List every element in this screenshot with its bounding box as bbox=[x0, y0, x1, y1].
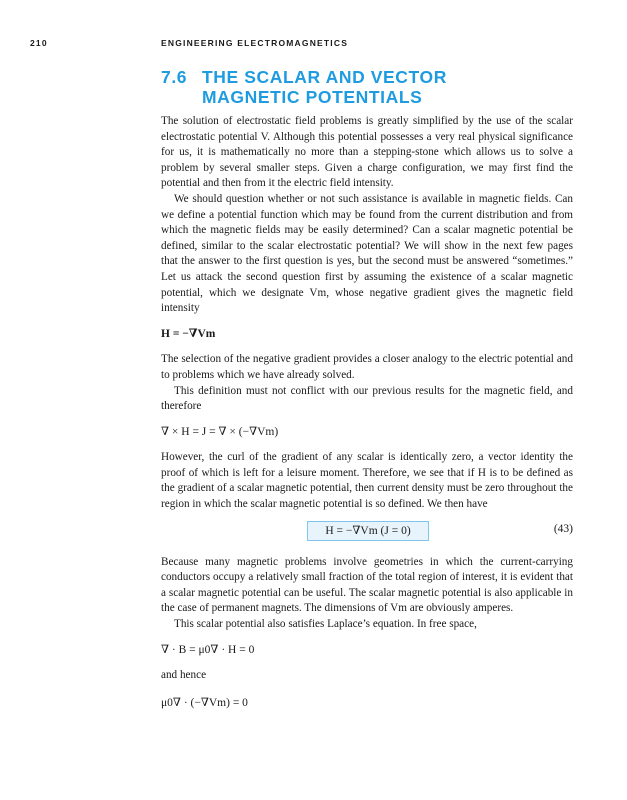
paragraph-1: The solution of electrostatic field problems is greatly simplified by the use of the scalar electrostatic potential V. Although this potential possesses a very real physical significance for us, it is mathematically no more than a stepping-stone which allows us to solve a problem by several smaller steps. Given a charge configuration, we may first find the potential and then from it the electric field intensity. bbox=[161, 115, 573, 190]
equation-43-box: H = −∇Vm (J = 0) bbox=[307, 521, 429, 541]
equation-5: μ0∇ · (−∇Vm) = 0 bbox=[161, 696, 248, 709]
paragraph-5: However, the curl of the gradient of any scalar is identically zero, a vector identity the proof of which is left for a leisure moment. Therefore, we see that if H is to be defined as the gradient of a scalar magnetic potential, then current density must be zero throughout the region in which the scalar magnetic potential is so defined. We then have bbox=[161, 451, 573, 511]
section-number: 7.6 bbox=[161, 67, 188, 87]
paragraph-4: This definition must not conflict with our previous results for the magnetic field, and therefore bbox=[161, 384, 573, 413]
equation-4: ∇ · B = μ0∇ · H = 0 bbox=[161, 643, 255, 656]
section-title-line1: THE SCALAR AND VECTOR bbox=[202, 67, 447, 87]
paragraph-2: We should question whether or not such assistance is available in magnetic fields. Can we define a potential function which may be found from the current distribution and from which the magnetic fields may be easily determined? Can a scalar magnetic potential be defined, similar to the scalar electrostatic potential? We will show in the next few pages that the answer to the first question is yes, but the second must be answered “sometimes.” Let us attack the second question first by assuming the existence of a scalar magnetic potential, which we designate Vm, whose negative gradient gives the magnetic field intensity bbox=[161, 192, 573, 315]
paragraph-8: and hence bbox=[161, 669, 207, 682]
running-title: ENGINEERING ELECTROMAGNETICS bbox=[161, 38, 349, 48]
body-text bbox=[161, 114, 573, 711]
section-title-line2: MAGNETIC POTENTIALS bbox=[202, 87, 423, 107]
paragraph-7: This scalar potential also satisfies Laplace’s equation. In free space, bbox=[174, 618, 477, 631]
equation-number: (43) bbox=[553, 522, 573, 535]
equation-43-row bbox=[161, 521, 573, 541]
section-heading bbox=[161, 67, 447, 107]
paragraph-3: The selection of the negative gradient provides a closer analogy to the electric potential and to problems which we have already solved. bbox=[161, 353, 573, 381]
page-number: 210 bbox=[30, 38, 48, 48]
equation-1: H = −∇Vm bbox=[161, 327, 216, 340]
equation-2: ∇ × H = J = ∇ × (−∇Vm) bbox=[161, 425, 279, 438]
paragraph-6: Because many magnetic problems involve geometries in which the current-carrying conductors occupy a relatively small fraction of the total region of interest, it is evident that a scalar magnetic potential can be useful. The scalar magnetic potential is also applicable in the case of permanent magnets. The dimensions of Vm are obviously amperes. bbox=[161, 555, 573, 615]
